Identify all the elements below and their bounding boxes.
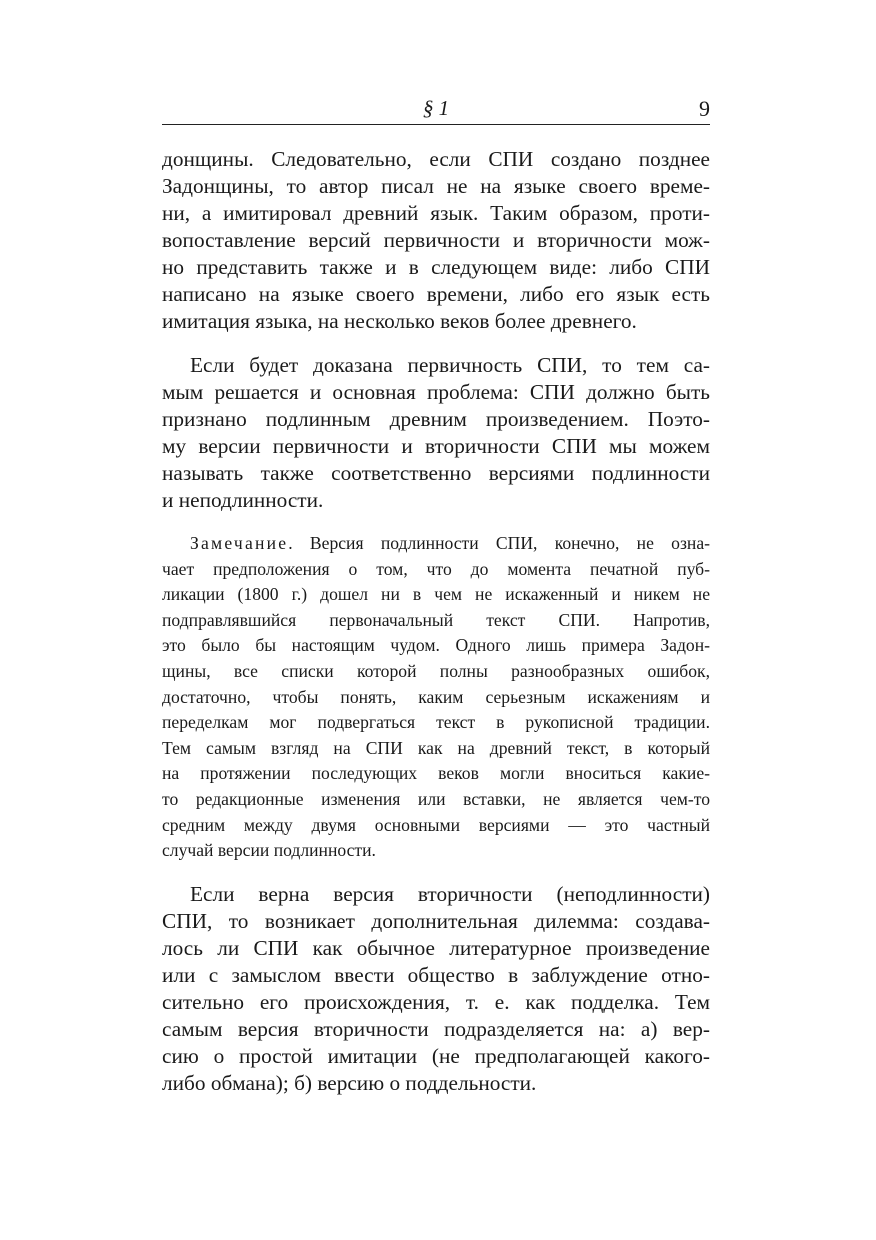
text-line: Тем самым взгляд на СПИ как на древний текст, в который <box>162 737 710 758</box>
text-line: ни, а имитировал древний язык. Таким образом, проти- <box>162 201 710 225</box>
paragraph-1 <box>162 146 710 335</box>
text-line: случай версии подлинности. <box>162 840 376 861</box>
text-line: признано подлинным древним произведением. Поэто- <box>162 407 710 431</box>
note-label: Замечание <box>190 533 289 553</box>
text-line: переделкам мог подвергаться текст в рукописной традиции. <box>162 712 710 733</box>
text-line: сию о простой имитации (не предполагающей какого- <box>162 1043 710 1068</box>
text-line: ликации (1800 г.) дошел ни в чем не искаженный и никем не <box>162 584 710 605</box>
text-line: средним между двумя основными версиями — это частный <box>162 814 710 835</box>
paragraph-2 <box>162 352 710 514</box>
text-line: Если будет доказана первичность СПИ, то тем са- <box>190 353 710 377</box>
text-line: это было бы настоящим чудом. Одного лишь примера Задон- <box>162 635 710 656</box>
text-line: сительно его происхождения, т. е. как подделка. Тем <box>162 989 710 1014</box>
text-line: чает предположения о том, что до момента печатной пуб- <box>162 558 710 579</box>
text-line: щины, все списки которой полны разнообразных ошибок, <box>162 660 710 681</box>
text-line: лось ли СПИ как обычное литературное произведение <box>162 935 710 960</box>
book-page <box>162 92 710 1114</box>
text-line: называть также соответственно версиями подлинности <box>162 461 710 485</box>
text-line: Задонщины, то автор писал не на языке своего време- <box>162 174 710 198</box>
running-header <box>162 92 710 125</box>
text-line: или с замыслом ввести общество в заблуждение отно- <box>162 962 710 987</box>
text-line: подправлявшийся первоначальный текст СПИ. Напротив, <box>162 609 710 630</box>
text-line: но представить также и в следующем виде: либо СПИ <box>162 255 710 279</box>
text-line: вопоставление версий первичности и вторичности мож- <box>162 228 710 252</box>
paragraph-4 <box>162 881 710 1097</box>
text-line: мым решается и основная проблема: СПИ должно быть <box>162 380 710 404</box>
text-line: донщины. Следовательно, если СПИ создано позднее <box>162 147 710 171</box>
text-line: имитация языка, на несколько веков более древнего. <box>162 309 637 333</box>
text-line <box>162 531 710 557</box>
page-number: 9 <box>699 96 710 121</box>
text-line: му версии первичности и вторичности СПИ мы можем <box>162 434 710 458</box>
text-line: написано на языке своего времени, либо его язык есть <box>162 282 710 306</box>
section-heading: § 1 <box>422 96 450 120</box>
text-line: то редакционные изменения или вставки, не является чем-то <box>162 788 710 809</box>
note-paragraph <box>162 531 710 864</box>
text-line: самым версия вторичности подразделяется на: а) вер- <box>162 1016 710 1041</box>
note-first-line: . Версия подлинности СПИ, конечно, не озна- <box>288 533 710 553</box>
text-line: и неподлинности. <box>162 488 324 512</box>
body-text <box>162 146 710 1097</box>
text-line: достаточно, чтобы понять, каким серьезным искажениям и <box>162 686 710 707</box>
text-line: либо обмана); б) версию о поддельности. <box>162 1070 537 1095</box>
text-line: СПИ, то возникает дополнительная дилемма: создава- <box>162 908 710 933</box>
text-line: Если верна версия вторичности (неподлинности) <box>190 881 710 906</box>
text-line: на протяжении последующих веков могли вноситься какие- <box>162 763 710 784</box>
